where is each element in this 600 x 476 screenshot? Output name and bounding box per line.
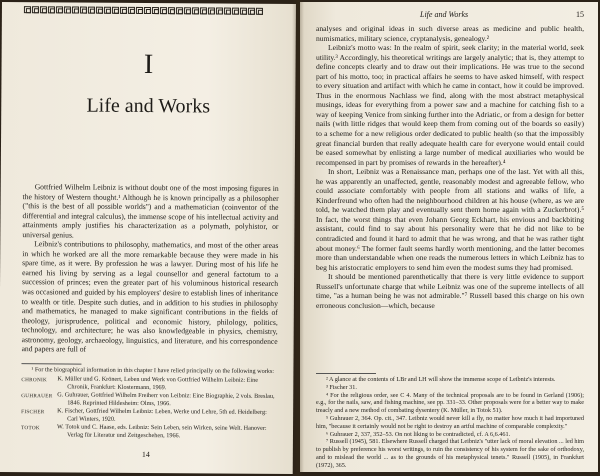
reference-key: FISCHER (21, 409, 45, 416)
reference-entry (21, 375, 277, 393)
reference-entry (21, 391, 277, 409)
footnote: ² A glance at the contents of LBr and LH will show the immense scope of Leibniz's interests. (326, 376, 556, 383)
ornament-square (128, 7, 135, 14)
ornament-square (208, 7, 215, 14)
running-head: Life and Works (420, 10, 469, 19)
ornament-square (152, 7, 159, 14)
chapter-title: Life and Works (86, 94, 211, 118)
footnote: ¹ For the biographical information in this chapter I have relied principally on the following works: (31, 366, 275, 375)
ornament-square (48, 6, 55, 13)
ornament-square (192, 7, 199, 14)
right-body-text (316, 24, 584, 310)
ornament-square (168, 7, 175, 14)
paragraph: Gottfried Wilhelm Leibniz is without doubt one of the most imposing figures in the history of Western thought.¹ Although he is known principally as a philosopher ("this is the best of all possible worlds") and a mathematician (coinventor of the differential and integral calculus), the immense scope of his intellectual activity and attainments amply justifies his characterization as a polymath, polyhistor, or universal genius. (22, 182, 279, 240)
ornament-square (96, 7, 103, 14)
ornament-square (240, 8, 247, 15)
page-number-left: 14 (141, 449, 150, 460)
ornament-square (232, 8, 239, 15)
ornament-square (200, 7, 207, 14)
paragraph: analyses and original ideas in such diverse areas as medicine and public health, numismatics, military science, cryptanalysis, genealogy.² (316, 24, 584, 43)
reference-key: CHRONIK (21, 377, 48, 384)
book-gutter (292, 0, 304, 476)
ornament-square (24, 6, 31, 13)
ornament-square (64, 6, 71, 13)
ornament-square (248, 8, 255, 15)
left-page (0, 2, 296, 474)
ornament-square (80, 7, 87, 14)
footnote: ⁵ Guhrauer 2, 364. Op. cit., 347. Leibniz would never kill a fly, no matter how much it had importuned him, "because it certainly would not be right to destroy an artful machine of comparable complexity." (316, 414, 584, 430)
ornament-square (56, 6, 63, 13)
page-number-right: 15 (576, 10, 584, 19)
ornament-square (88, 7, 95, 14)
footnote: ⁶ Guhrauer 2, 337, 352–53. On not liking to be contradicted, cf. A 6,6.461. (326, 430, 511, 438)
ornament-square (72, 6, 79, 13)
ornament-square (224, 8, 231, 15)
reference-text: K. Fischer, Gottfried Wilhelm Leibniz: Leben, Werke und Lehre, 5th ed. Heidelberg: Carl Winters, 1920. (57, 407, 267, 423)
right-page (300, 2, 598, 472)
reference-entry (21, 423, 277, 441)
chapter-number: I (143, 48, 154, 81)
ornament-square (112, 7, 119, 14)
paragraph: In short, Leibniz was a Renaissance man, perhaps one of the last. Yet with all this, he was apparently an unaffected, gentle, reasonably modest and agreeable fellow, who could associate comfortably with people from all stations and walks of life, a Kinderfreund who often had the neighbourhood children at his house (where, as we are told, he watched them play and eventually sent them home again with a Zuckerbrot).⁵ In fact, the worst things that even Johann Georg Eckhart, his envious and backbiting assistant, could find to say about his personality were that he did not like to be contradicted and found it hard to admit that he was wrong, and that he was rather tight about money.⁶ The former fault seems hardly worth mentioning, and the latter becomes more than understandable when one reads the numerous letters in which Leibniz has to beg his aristocratic employers to send him even the modest sums they had promised. (316, 167, 584, 272)
reference-entry (21, 407, 277, 425)
reference-text: G. Guhrauer, Gottfried Wilhelm Freiherr von Leibniz: Eine Biographie, 2 vols. Breslau, 1846. Reprinted Hildesheim: Olms, 1966. (57, 391, 275, 408)
ornament-square (176, 7, 183, 14)
ornament-square (184, 7, 191, 14)
ornament-square (160, 7, 167, 14)
right-footnotes (316, 373, 584, 470)
footnote: ⁴ For the religious order, see C 4. Many of the technical proposals are to be found in Gerland (1906); e.g., for the nails, saw, and fishing machine, see pp. 331–33. Other proposals were for a better way to make treacly and a new method of combating dysentery (K. Müller, in Totok 51). (316, 391, 584, 415)
reference-key: TOTOK (21, 425, 40, 432)
footnote: ³ Fischer 31. (326, 383, 357, 391)
ornament-square (120, 7, 127, 14)
ornament-square (136, 7, 143, 14)
ornament-square (104, 7, 111, 14)
reference-text: W. Totok und C. Haase, eds. Leibniz: Sein Leben, sein Wirken, seine Welt. Hanover: Verlag für Literatur und Zeitgeschehen, 1966. (57, 423, 267, 440)
ornament-square (256, 8, 263, 15)
ornament-square (40, 6, 47, 13)
ornament-square (32, 6, 39, 13)
ornament-square (144, 7, 151, 14)
ornament-square (216, 7, 223, 14)
paragraph: It should be mentioned parenthetically that there is very little evidence to support Russell's unfortunate charge that while Leibniz was one of the supreme intellects of all time, "as a human being he was not admirable."⁷ Russell based this charge on his own erroneous conclusion—which, because (316, 272, 584, 310)
left-body-text (22, 182, 279, 356)
reference-key: GUHRAUER (21, 393, 53, 400)
left-footnotes (21, 363, 278, 441)
footnote-rule (21, 363, 81, 364)
reference-text: K. Müller und G. Krönert, Leben und Werk von Gottfried Wilhelm Leibniz: Eine Chronik, Frankfurt: Klostermann, 1969. (57, 375, 258, 392)
footnote-rule (316, 373, 376, 374)
footnote: ⁷ Russell (1945), 581. Elsewhere Russell charged that Leibniz's "utter lack of moral elevation ... led him to publish by preference his worst writings, to ruin the consistency of his system for the sake of orthodoxy, and to mislead the world ... as to the grounds of his metaphysical tenets." Russell (1905), in Frankfurt (1972), 365. (316, 438, 584, 469)
paragraph: Leibniz's contributions to philosophy, mathematics, and most of the other areas in which he worked are all the more remarkable because they were made in his spare time, as it were. By profession he was a lawyer. During most of his life he earned his living by serving as a legal counsellor and general factotum to a succession of princes; even the greater part of his voluminous historical research was occasioned and guided by his employers' desire to establish lines of inheritance to wealth or title. Despite such duties, and in addition to his studies in philosophy and mathematics, he managed to make significant contributions in the fields of theology, jurisprudence, political and economic history, philology, politics, technology, and architecture; he was also knowledgeable in physics, chemistry, astronomy, geology, archaeology, linguistics, and literature, and his correspondence and papers are full of (21, 239, 279, 354)
paragraph: Leibniz's motto was: In the realm of spirit, seek clarity; in the material world, seek utility.³ Accordingly, his theoretical writings are largely analytic; that is, they attempt to define concepts clearly and to draw out their implications. He was true to the second part of his motto, too; in practical affairs he seems to have asked himself, with respect to every situation and artifact with which he came in contact, how it could be improved. Thus in the enormous Nachlass we find, along with the most abstract metaphysical musings, ideas for everything from a power saw and a machine for catching fish to a way of keeping Venice from sinking further into the Adriatic, or from a design for better nails (with little ridges that would keep them from coming out of the boards so easily) to a scheme for a new religious order dedicated to public health (so that the impossibly great financial burden that really adequate health care for everyone would entail could be eased somewhat by enlisting a large number of medical auxiliaries who would be recompensed in part by promises of rewards in the hereafter).⁴ (316, 43, 584, 167)
chapter-ornament (24, 6, 263, 15)
